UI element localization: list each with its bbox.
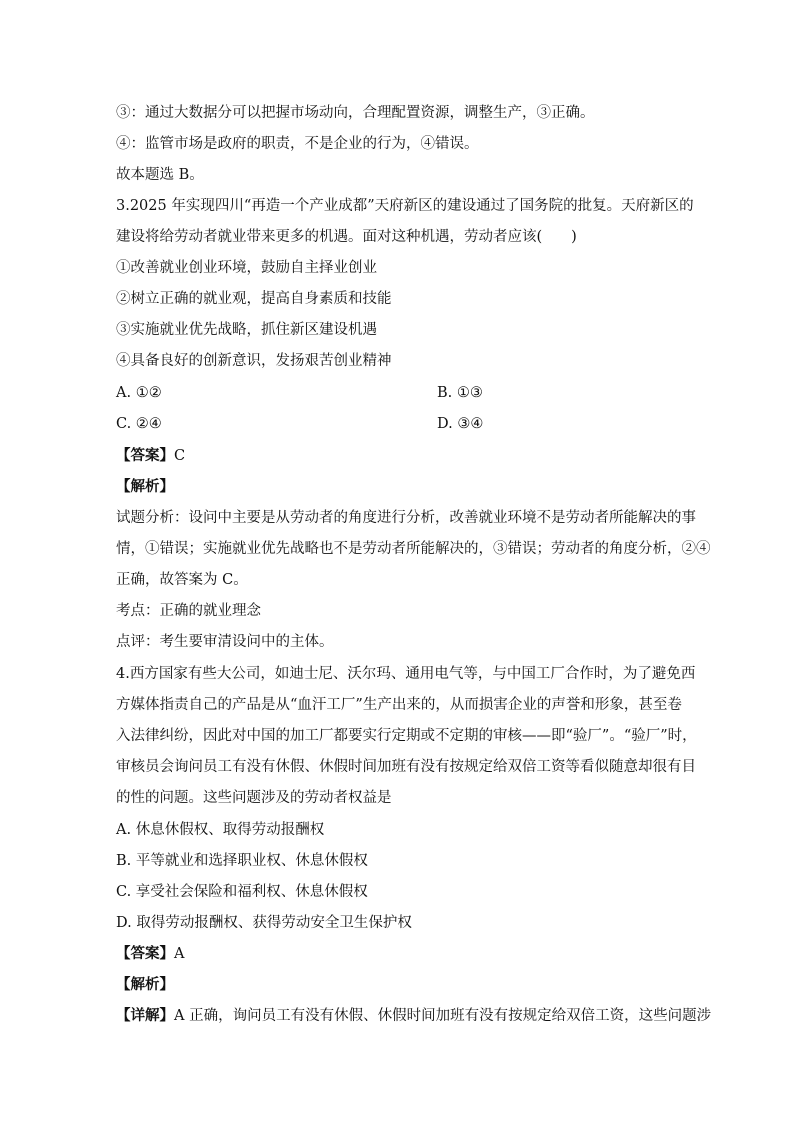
q3-option-a: A. ①②	[116, 385, 162, 401]
q4-detail-text: A 正确，询问员工有没有休假、休假时间加班有没有按规定给双倍工资，这些问题涉	[174, 1008, 712, 1024]
q3-analysis-label: 【解析】	[116, 478, 174, 495]
q3-analysis-line-3: 正确，故答案为 C。	[116, 572, 248, 588]
q4-stem-line-1: 4.西方国家有些大公司，如迪士尼、沃尔玛、通用电气等，与中国工厂合作时，为了避免西	[116, 666, 696, 682]
q4-option-c: C. 享受社会保险和福利权、休息休假权	[116, 884, 368, 900]
q3-dianping: 点评：考生要审清设问中的主体。	[116, 634, 334, 650]
q4-analysis-label: 【解析】	[116, 976, 174, 993]
q3-stem-line-2: 建设将给劳动者就业带来更多的机遇。面对这种机遇，劳动者应该( )	[116, 229, 577, 245]
q3-statement-4: ④具备良好的创新意识，发扬艰苦创业精神	[116, 353, 392, 369]
q4-option-b: B. 平等就业和选择职业权、休息休假权	[116, 853, 368, 869]
q4-answer-value: A	[174, 946, 185, 962]
q4-stem-line-5: 的性的问题。这些问题涉及的劳动者权益是	[116, 790, 392, 806]
q4-option-d: D. 取得劳动报酬权、获得劳动安全卫生保护权	[116, 915, 412, 931]
q3-stem-line-1: 3.2025 年实现四川“再造一个产业成都”天府新区的建设通过了国务院的批复。天府新区的	[116, 198, 694, 214]
q3-kaodian: 考点：正确的就业理念	[116, 603, 261, 619]
prev-analysis-line-1: ③：通过大数据分可以把握市场动向，合理配置资源，调整生产，③正确。	[116, 105, 595, 121]
q3-analysis-line-1: 试题分析：设问中主要是从劳动者的角度进行分析，改善就业环境不是劳动者所能解决的事	[116, 510, 696, 526]
q3-option-b: B. ①③	[437, 385, 483, 401]
q4-option-a: A. 休息休假权、取得劳动报酬权	[116, 822, 325, 838]
q4-detail-label: 【详解】	[116, 1007, 174, 1024]
q4-stem-line-3: 入法律纠纷，因此对中国的加工厂都要实行定期或不定期的审核——即“验厂”。“验厂”时，	[116, 728, 697, 744]
q3-option-d: D. ③④	[437, 416, 484, 432]
prev-analysis-line-2: ④：监管市场是政府的职责，不是企业的行为，④错误。	[116, 136, 479, 152]
q4-detail	[116, 1006, 711, 1026]
q3-statement-3: ③实施就业优先战略，抓住新区建设机遇	[116, 322, 377, 338]
q3-option-c: C. ②④	[116, 416, 162, 432]
q3-answer	[116, 446, 185, 466]
q4-answer	[116, 944, 184, 964]
q3-analysis-line-2: 情，①错误；实施就业优先战略也不是劳动者所能解决的，③错误；劳动者的角度分析，②④	[116, 541, 711, 557]
prev-conclusion: 故本题选 B。	[116, 167, 204, 183]
q3-answer-value: C	[174, 448, 186, 464]
q3-answer-label: 【答案】	[116, 447, 174, 464]
q3-statement-2: ②树立正确的就业观，提高自身素质和技能	[116, 291, 392, 307]
q4-stem-line-4: 审核员会询问员工有没有休假、休假时间加班有没有按规定给双倍工资等看似随意却很有目	[116, 759, 696, 775]
q4-answer-label: 【答案】	[116, 945, 174, 962]
q3-statement-1: ①改善就业创业环境，鼓励自主择业创业	[116, 260, 377, 276]
q4-stem-line-2: 方媒体指责自己的产品是从“血汗工厂”生产出来的，从而损害企业的声誉和形象，甚至卷	[116, 697, 682, 713]
